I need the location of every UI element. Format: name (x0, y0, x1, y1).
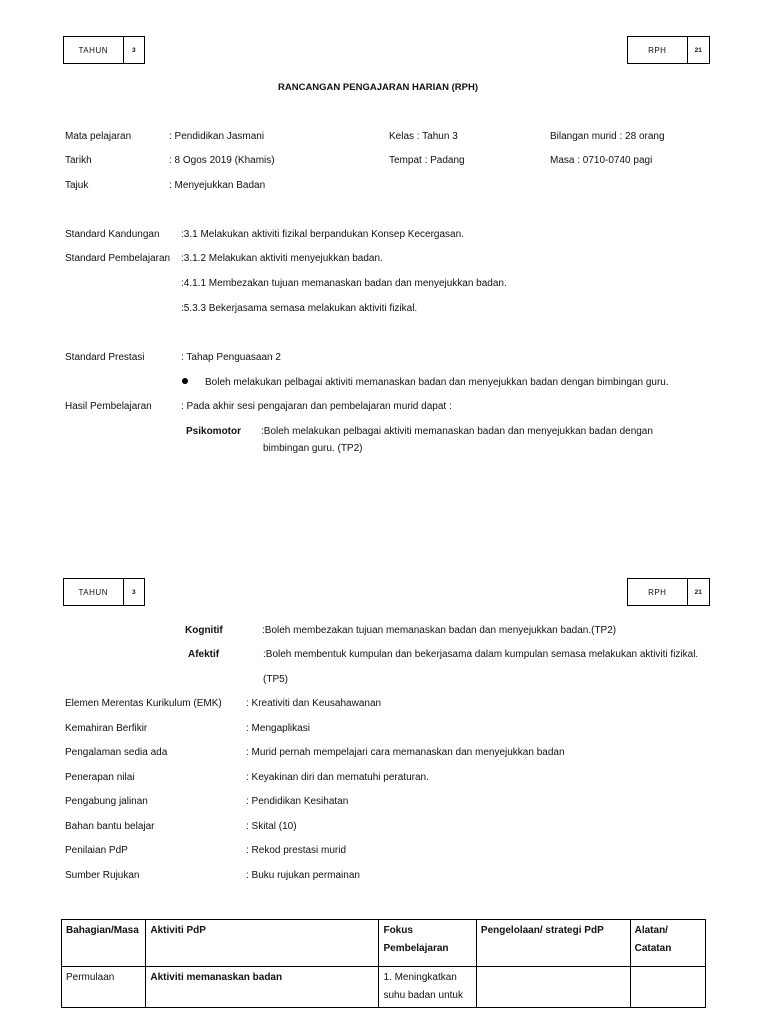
pengalaman-value: : Murid pernah mempelajari cara memanaskan dan menyejukkan badan (246, 747, 565, 758)
header-bahagian: Bahagian/Masa (62, 920, 146, 967)
bahan-value: : Skital (10) (246, 821, 297, 832)
table-row (62, 967, 706, 1008)
mata-label: Mata pelajaran (65, 131, 132, 142)
lesson-table (61, 919, 706, 1008)
kognitif-value: :Boleh membezakan tujuan memanaskan badan dan menyejukkan badan.(TP2) (262, 625, 617, 636)
row-bahagian: Permulaan (62, 967, 146, 1008)
rph-box (627, 36, 710, 64)
rph-value-2: 21 (694, 588, 702, 596)
pembelajaran-2: :4.1.1 Membezakan tujuan memanaskan badan dan menyejukkan badan. (181, 278, 507, 289)
row-pengelolaan (476, 967, 630, 1008)
row-aktiviti: Aktiviti memanaskan badan (146, 967, 379, 1008)
kandungan-label: Standard Kandungan (65, 229, 160, 240)
row-fokus (379, 967, 476, 1008)
kelas-text: Kelas : Tahun 3 (389, 131, 458, 142)
mata-value: : Pendidikan Jasmani (169, 131, 265, 142)
rph-label: RPH (628, 37, 688, 63)
pengabung-label: Pengabung jalinan (65, 796, 148, 807)
header-pengelolaan: Pengelolaan/ strategi PdP (476, 920, 630, 967)
pembelajaran-3: :5.3.3 Bekerjasama semasa melakukan aktiviti fizikal. (181, 303, 418, 314)
table-header-row (62, 920, 706, 967)
header-alatan (630, 920, 705, 967)
tempat-text: Tempat : Padang (389, 155, 465, 166)
pengabung-value: : Pendidikan Kesihatan (246, 796, 349, 807)
tahun-value-2: 3 (131, 588, 136, 596)
tahun-label: TAHUN (64, 37, 124, 63)
penerapan-value: : Keyakinan diri dan mematuhi peraturan. (246, 772, 429, 783)
rph-label-2: RPH (628, 579, 688, 605)
pembelajaran-label: Standard Pembelajaran (65, 253, 171, 264)
afektif-tp: (TP5) (263, 674, 288, 685)
bilangan-text: Bilangan murid : 28 orang (550, 131, 665, 142)
emk-value: : Kreativiti dan Keusahawanan (246, 698, 382, 709)
prestasi-bullet-text: Boleh melakukan pelbagai aktiviti memanaskan badan dan menyejukkan badan dengan bimbingan guru. (205, 377, 669, 388)
page-title: RANCANGAN PENGAJARAN HARIAN (RPH) (278, 82, 479, 93)
prestasi-value: : Tahap Penguasaan 2 (181, 352, 281, 363)
kognitif-label: Kognitif (185, 625, 223, 636)
tarikh-label: Tarikh (65, 155, 92, 166)
header-alatan-line1: Alatan/ (634, 925, 668, 936)
sumber-value: : Buku rujukan permainan (246, 870, 360, 881)
tajuk-label: Tajuk (65, 180, 89, 191)
prestasi-label: Standard Prestasi (65, 352, 145, 363)
row-fokus-line1: 1. Meningkatkan (383, 972, 457, 983)
psikomotor-line1: :Boleh melakukan pelbagai aktiviti memanaskan badan dan menyejukkan badan dengan (261, 426, 653, 437)
afektif-value: :Boleh membentuk kumpulan dan bekerjasama dalam kumpulan semasa melakukan aktiviti fizikal. (263, 649, 699, 660)
bullet-icon (182, 378, 188, 384)
hasil-label: Hasil Pembelajaran (65, 401, 152, 412)
tajuk-value: : Menyejukkan Badan (169, 180, 266, 191)
penerapan-label: Penerapan nilai (65, 772, 135, 783)
sumber-label: Sumber Rujukan (65, 870, 140, 881)
bahan-label: Bahan bantu belajar (65, 821, 155, 832)
tahun-label-2: TAHUN (64, 579, 124, 605)
pengalaman-label: Pengalaman sedia ada (65, 747, 168, 758)
kemahiran-value: : Mengaplikasi (246, 723, 310, 734)
psikomotor-line2: bimbingan guru. (TP2) (263, 443, 363, 454)
pembelajaran-1: :3.1.2 Melakukan aktiviti menyejukkan badan. (181, 253, 383, 264)
penilaian-value: : Rekod prestasi murid (246, 845, 347, 856)
tahun-box (63, 36, 145, 64)
row-alatan (630, 967, 705, 1008)
header-alatan-line2: Catatan (634, 943, 672, 954)
kandungan-value: :3.1 Melakukan aktiviti fizikal berpandukan Konsep Kecergasan. (181, 229, 464, 240)
header-fokus-line2: Pembelajaran (383, 943, 449, 954)
row-fokus-line2: suhu badan untuk (383, 990, 463, 1001)
header-fokus (379, 920, 476, 967)
tahun-box-2 (63, 578, 145, 606)
masa-text: Masa : 0710-0740 pagi (550, 155, 653, 166)
rph-box-2 (627, 578, 710, 606)
rph-value: 21 (694, 46, 702, 54)
psikomotor-label: Psikomotor (186, 426, 242, 437)
kemahiran-label: Kemahiran Berfikir (65, 723, 148, 734)
penilaian-label: Penilaian PdP (65, 845, 128, 856)
afektif-label: Afektif (188, 649, 220, 660)
emk-label: Elemen Merentas Kurikulum (EMK) (65, 698, 222, 709)
header-fokus-line1: Fokus (383, 925, 413, 936)
header-aktiviti: Aktiviti PdP (146, 920, 379, 967)
hasil-value: : Pada akhir sesi pengajaran dan pembelajaran murid dapat : (181, 401, 452, 412)
tahun-value: 3 (131, 46, 136, 54)
tarikh-value: : 8 Ogos 2019 (Khamis) (169, 155, 275, 166)
